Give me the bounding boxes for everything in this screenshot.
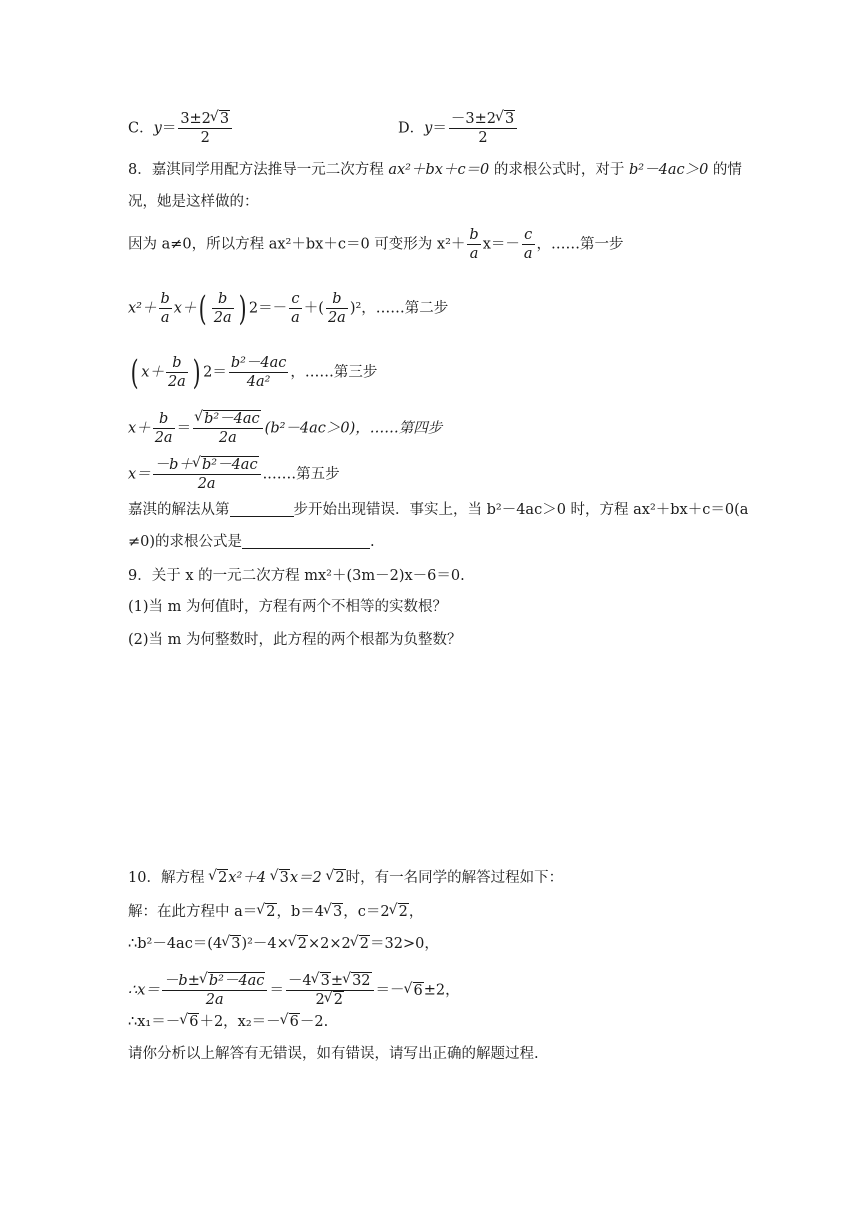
left-paren: ( — [199, 288, 208, 329]
formula-blank[interactable] — [242, 534, 370, 549]
sqrt-sign: √ 32 — [343, 972, 371, 990]
q9-part-2: (2)当 m 为何整数时，此方程的两个根都为负整数？ — [128, 632, 462, 648]
fraction: $\frac{b}{a}$ — [160, 291, 170, 326]
fraction: $\frac{b}{2a}$ — [327, 291, 346, 326]
q9-title: 9．关于 x 的一元二次方程 mx²＋(3m－2)x－6＝0. — [128, 568, 465, 584]
sqrt-sign: √ 2 — [325, 991, 344, 1009]
q8-step-5: x＝ $\frac{\text{－b＋√ b²－4ac}}{2a}$ .……第五步 — [128, 456, 340, 493]
sqrt-sign: √ 3 — [222, 934, 241, 954]
sqrt-sign: √ 2 — [289, 934, 308, 954]
sqrt-sign: √ 2 — [326, 868, 345, 888]
sqrt-sign: √ 6 — [405, 981, 424, 1001]
q8-answer-line-2: ≠0)的求根公式是 . — [128, 534, 375, 550]
q8-step-3: ( x＋ $\frac{b}{2a}$ ) 2＝ $\frac{\text{b²－4ac}}{\text{4a²}}$ ，……第三步 — [130, 352, 378, 393]
sqrt-sign: √ 3 — [324, 902, 343, 922]
right-paren: ) — [238, 288, 247, 329]
sqrt-sign: √ 3 — [211, 110, 230, 128]
sqrt-sign: √ 2 — [351, 934, 370, 954]
fraction: $\frac{-4√ 3\pm√ 32}{2√ 2}$ — [286, 972, 374, 1009]
sqrt-sign: √ 2 — [209, 868, 228, 888]
q8-step-2: x²＋ $\frac{b}{a}$ x＋( $\frac{b}{2a}$ ) 2＝－ $\frac{c}{a}$ ＋( $\frac{b}{2a}$ )²，……第二步 — [128, 288, 449, 329]
fraction: $\frac{\text{－b±√ b²－4ac}}{2a}$ — [162, 972, 268, 1009]
fraction: $\frac{\text{b²－4ac}}{\text{4a²}}$ — [230, 355, 287, 390]
q7-optc-fraction: $\frac{3\pm 2√ 3}{2}$ — [178, 110, 232, 147]
q8-answer-line-1: 嘉淇的解法从第 步开始出现错误．事实上，当 b²－4ac＞0 时，方程 ax²＋bx＋c＝0(a — [128, 502, 749, 518]
q10-line-3: ∴x＝ $\frac{\text{－b±√ b²－4ac}}{2a}$ ＝ $\frac{-4√ 3\pm√ 32}{2√ 2}$ ＝－√ 6±2， — [128, 972, 460, 1009]
fraction: $\frac{b}{a}$ — [469, 227, 479, 262]
fraction: $\frac{b}{2a}$ — [154, 411, 173, 446]
q7-option-d: D．y＝ $\frac{-3\pm 2√ 3}{2}$ — [398, 110, 519, 147]
fraction: √ $\frac{\text{b²－4ac}}{2a}$ — [193, 410, 263, 447]
q10-line-1: 解：在此方程中 a＝√ 2，b＝4√ 3，c＝2√ 2， — [128, 902, 423, 922]
fraction: $\frac{\text{－b＋√ b²－4ac}}{2a}$ — [153, 456, 261, 493]
sqrt-sign: √ 3 — [312, 972, 331, 990]
fraction: $\frac{c}{a}$ — [523, 227, 533, 262]
q7-optd-fraction: $\frac{-3\pm 2√ 3}{2}$ — [449, 110, 517, 147]
sqrt-sign: √ b²－4ac — [195, 410, 261, 428]
q8-step-1: 因为 a≠0，所以方程 ax²＋bx＋c＝0 可变形为 x²＋ $\frac{b}{a}$ x＝－ $\frac{c}{a}$ ，……第一步 — [128, 227, 624, 262]
q10-title: 10．解方程 √ 2x²＋4 √ 3x＝2 √ 2时，有一名同学的解答过程如下： — [128, 868, 563, 888]
sqrt-sign: √ 6 — [281, 1012, 300, 1032]
sqrt-sign: √ 3 — [271, 868, 290, 888]
q10-line-2: ∴b²－4ac＝(4√ 3)²－4×√ 2×2×2√ 2＝32>0， — [128, 934, 439, 954]
sqrt-sign: √ 2 — [390, 902, 409, 922]
sqrt-sign: √ 3 — [496, 110, 515, 128]
fraction: $\frac{c}{a}$ — [291, 291, 300, 326]
q8-intro-2: 况，她是这样做的： — [128, 194, 259, 210]
sqrt-sign: √ 2 — [257, 902, 276, 922]
q10-line-4: ∴x₁＝－√ 6＋2，x₂＝－√ 6－2. — [128, 1012, 328, 1032]
step-blank[interactable] — [230, 502, 294, 517]
q8-intro: 8．嘉淇同学用配方法推导一元二次方程 ax²＋bx＋c＝0 的求根公式时，对于 b²－4ac＞0 的情 — [128, 162, 742, 178]
q8-step-4: x＋ $\frac{b}{2a}$ ＝ √ $\frac{\text{b²－4ac}}{2a}$ (b²－4ac＞0)，……第四步 — [128, 410, 442, 447]
q7-option-c: C．y＝ $\frac{3\pm 2√ 3}{2}$ — [128, 110, 234, 147]
q10-line-5: 请你分析以上解答有无错误，如有错误，请写出正确的解题过程. — [128, 1046, 539, 1062]
fraction: $\frac{b}{2a}$ — [167, 355, 186, 390]
left-paren: ( — [130, 352, 139, 393]
right-paren: ) — [192, 352, 201, 393]
sqrt-sign: √ b²－4ac — [200, 972, 266, 990]
sqrt-sign: √ b²－4ac — [193, 456, 259, 474]
q9-part-1: (1)当 m 为何值时，方程有两个不相等的实数根？ — [128, 599, 448, 615]
sqrt-sign: √ 6 — [180, 1012, 199, 1032]
fraction: $\frac{b}{2a}$ — [213, 291, 232, 326]
